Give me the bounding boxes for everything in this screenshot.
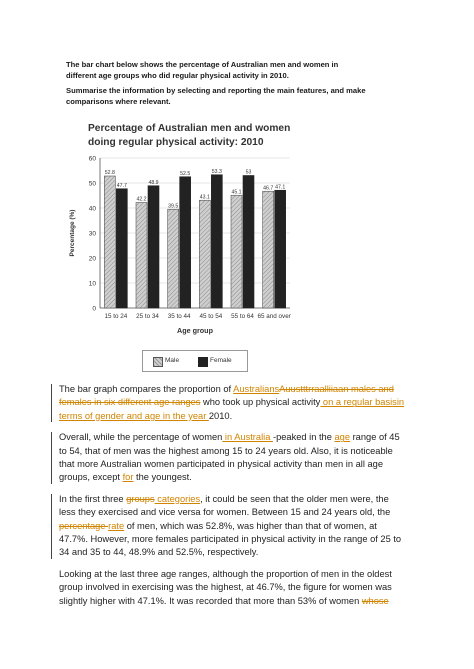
bar-female (211, 175, 222, 308)
y-axis-label: Percentage (%) (69, 209, 76, 257)
essay-paragraph-2[interactable] (55, 431, 405, 485)
chart-title (88, 122, 308, 150)
y-tick-label: 20 (88, 255, 96, 263)
task-prompt (66, 59, 366, 111)
suggested-insertion[interactable]: categories (154, 493, 201, 504)
suggested-insertion[interactable]: for (122, 472, 134, 483)
y-tick-label: 0 (92, 305, 96, 313)
suggested-insertion[interactable]: on a regular basisin terms of gender and age in the year (59, 397, 405, 421)
y-tick-label: 30 (88, 230, 96, 238)
suggested-insertion[interactable]: rate (108, 520, 125, 531)
data-label: 47.1 (275, 184, 286, 191)
suggested-insertion[interactable]: in Australia (222, 432, 273, 443)
text: range of 45 to 54, that of men was the highest among 15 to 24 years old. Also, it is noticeable that more Australian women participated in physical activity than men in all age groups, except (59, 432, 400, 483)
text: 2010. (208, 410, 233, 421)
x-tick-label: 25 to 34 (136, 313, 159, 320)
suggested-deletion[interactable]: groups (126, 493, 155, 504)
text: of men, which was 52.8%, was higher than that of women, at 47.7%. However, more females participated in physical activity in the range of 25 to 34 and 35 to 44, 48.9% and 52.5%, respectively. (59, 520, 402, 558)
bar-chart (60, 150, 300, 365)
suggested-insertion[interactable]: Australians (233, 384, 280, 394)
bar-male (263, 191, 274, 308)
bar-female (180, 177, 191, 308)
suggested-insertion[interactable]: age (334, 432, 350, 443)
x-tick-label: 45 to 54 (199, 313, 223, 320)
essay-paragraph-3[interactable] (55, 493, 405, 560)
suggested-deletion[interactable]: percentage (59, 520, 109, 531)
bar-female (148, 186, 159, 308)
y-tick-label: 60 (88, 155, 96, 163)
prompt-paragraph-2 (66, 85, 366, 107)
suggested-deletion[interactable]: Auustttrraalliiaan males and females in six different age ranges (59, 384, 394, 408)
essay-body (55, 383, 405, 616)
text: the youngest. (133, 472, 192, 483)
text: In the first three (59, 493, 127, 504)
data-label: 52.8 (104, 170, 115, 176)
bar-male (199, 200, 210, 308)
text: The bar graph compares the proportion of (59, 384, 234, 394)
data-label: 45.1 (231, 189, 242, 196)
data-label: 53 (245, 169, 252, 176)
text: Looking at the last three age ranges, although the proportion of men in the oldest group involved in exercising was the highest, at 46.7%, the figure for women was slightly higher with 47.1%. It was recorded that more than 53% of women (59, 568, 392, 606)
bar-male (136, 203, 147, 309)
bar-female (275, 190, 286, 308)
essay-paragraph-4[interactable] (55, 568, 405, 608)
bar-male (104, 176, 115, 308)
chart-title-line: Percentage of Australian men and women (88, 123, 291, 134)
data-label: 42.2 (136, 196, 147, 203)
bar-male (168, 209, 179, 308)
text: -peaked in the (272, 432, 335, 443)
legend-swatch-female (198, 357, 208, 367)
data-label: 39.5 (168, 203, 179, 210)
data-label: 48.9 (148, 179, 159, 186)
text: , it could be seen that the older men were, the less they exercised and vice versa for women. Between 15 and 24 years old, the (59, 493, 391, 518)
bar-male (231, 195, 242, 308)
prompt-line: comparisons where relevant. (66, 97, 171, 106)
prompt-paragraph-1 (66, 59, 366, 81)
x-tick-label: 65 and over (257, 313, 291, 320)
x-tick-label: 55 to 64 (231, 313, 254, 320)
legend-swatch-male (153, 357, 163, 367)
text: Overall, while the percentage of women (59, 432, 223, 443)
suggested-deletion[interactable]: whose (361, 595, 389, 606)
bar-female (116, 189, 127, 308)
legend-label-male: Male (165, 357, 180, 364)
y-tick-label: 50 (88, 180, 96, 188)
legend-label-female: Female (210, 357, 232, 364)
x-tick-label: 35 to 44 (167, 313, 191, 320)
y-tick-label: 40 (88, 205, 96, 213)
text: who took up physical activity (200, 397, 321, 408)
x-tick-label: 15 to 24 (104, 313, 128, 320)
data-label: 52.5 (180, 170, 191, 177)
data-label: 43.1 (199, 194, 210, 201)
prompt-line: Summarise the information by selecting and reporting the main features, and make (66, 86, 366, 95)
bar-female (243, 176, 254, 309)
data-label: 46.7 (263, 185, 274, 192)
chart-title-line: doing regular physical activity: 2010 (88, 137, 264, 148)
prompt-line: different age groups who did regular physical activity in 2010. (66, 71, 289, 80)
prompt-line: The bar chart below shows the percentage of Australian men and women in (66, 60, 339, 69)
x-axis-label: Age group (177, 326, 213, 335)
data-label: 53.3 (211, 168, 222, 175)
data-label: 47.7 (116, 182, 127, 189)
chart-legend (142, 350, 248, 372)
y-tick-label: 10 (88, 280, 96, 288)
essay-paragraph-1[interactable] (55, 383, 405, 423)
